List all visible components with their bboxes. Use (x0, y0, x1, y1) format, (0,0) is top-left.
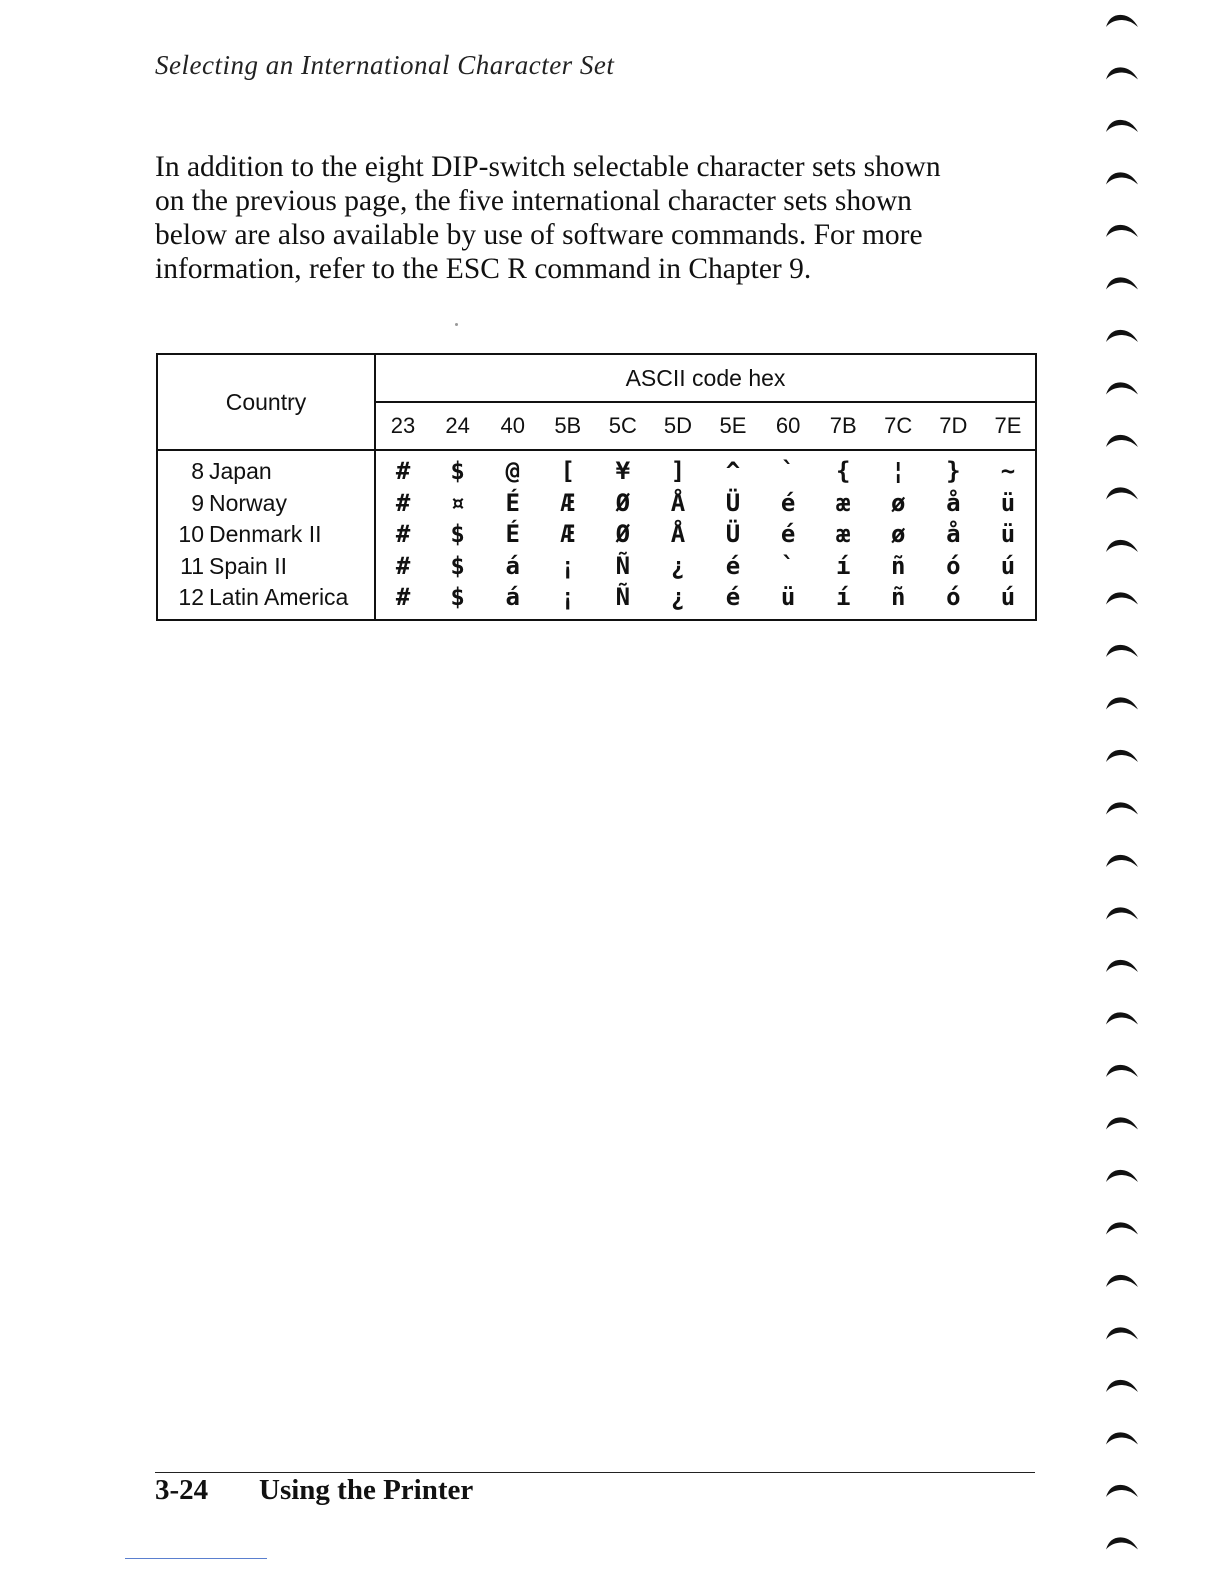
binding-ring (1106, 67, 1138, 79)
character-glyph: ^ (725, 457, 741, 485)
character-glyph: # (395, 520, 411, 548)
intro-line: information, refer to the ESC R command in Chapter 9. (155, 253, 812, 285)
intro-line: below are also available by use of software commands. For more (155, 219, 923, 251)
character-glyph: å (946, 488, 961, 517)
binding-ring (1106, 802, 1138, 814)
character-glyph: Ø (615, 520, 631, 548)
character-glyph: ` (780, 457, 796, 485)
country-number: 9 (191, 489, 204, 516)
hex-code-header: 5B (540, 402, 595, 450)
character-glyph: á (505, 583, 520, 611)
glyph-column (375, 450, 430, 620)
character-glyph: ü (1000, 488, 1016, 517)
intro-line: In addition to the eight DIP-switch selectable character sets shown (155, 151, 941, 183)
character-glyph: # (395, 551, 411, 580)
character-glyph: ó (946, 551, 961, 580)
character-glyph: # (395, 457, 411, 485)
character-glyph: Ü (725, 520, 741, 548)
character-glyph: ú (1000, 583, 1016, 611)
binding-ring (1106, 225, 1138, 237)
character-glyph: $ (450, 520, 465, 548)
character-glyph: ü (1000, 520, 1016, 548)
hex-code-header: 60 (761, 402, 816, 450)
character-set-table (156, 353, 1037, 621)
hex-code-header: 7E (981, 402, 1036, 450)
hex-code-header: 5D (650, 402, 705, 450)
character-glyph: Å (670, 520, 686, 548)
binding-ring (1106, 645, 1138, 657)
glyph-column (981, 450, 1036, 620)
country-name: Spain II (209, 552, 287, 579)
country-row (158, 519, 374, 551)
intro-line: on the previous page, the five international character sets shown (155, 185, 912, 217)
hex-code-header: 5C (595, 402, 650, 450)
character-glyph: Ñ (615, 583, 631, 611)
glyph-column (926, 450, 981, 620)
hex-code-header: 5E (705, 402, 760, 450)
country-name: Japan (209, 458, 272, 484)
country-row (158, 582, 374, 614)
character-glyph: ] (670, 457, 686, 485)
hex-code-header: 40 (485, 402, 540, 450)
character-glyph: Æ (560, 488, 575, 517)
chapter-title: Using the Printer (259, 1474, 474, 1506)
character-glyph: $ (450, 583, 465, 611)
page-footer (155, 1474, 473, 1507)
character-glyph: # (395, 488, 411, 517)
footer-rule (155, 1472, 1035, 1473)
character-glyph: ø (891, 488, 906, 517)
character-glyph: { (835, 457, 851, 485)
character-glyph: ` (780, 551, 796, 580)
binding-ring (1106, 172, 1138, 184)
country-column-header: Country (157, 354, 375, 450)
character-glyph: å (946, 520, 961, 548)
table-body-row (157, 450, 1036, 620)
character-glyph: ¥ (615, 457, 631, 485)
character-glyph: ¡ (560, 583, 575, 611)
binding-ring (1106, 1065, 1138, 1077)
binding-ring (1106, 1327, 1138, 1339)
character-glyph: ñ (891, 551, 906, 580)
binding-ring (1106, 592, 1138, 604)
scan-artifact-line (125, 1558, 267, 1559)
character-glyph: ü (780, 583, 796, 611)
binding-ring (1106, 120, 1138, 132)
binding-ring (1106, 1275, 1138, 1287)
country-row (158, 456, 374, 488)
binding-ring (1106, 487, 1138, 499)
intro-paragraph (155, 150, 1045, 286)
binding-ring (1106, 1012, 1138, 1024)
character-glyph: [ (560, 457, 575, 485)
character-glyph: í (835, 551, 851, 580)
hex-code-header: 23 (375, 402, 430, 450)
glyph-column (871, 450, 926, 620)
binding-ring (1106, 540, 1138, 552)
hex-code-header: 7C (871, 402, 926, 450)
character-glyph: é (780, 520, 796, 548)
binding-ring (1106, 1222, 1138, 1234)
binding-ring (1106, 330, 1138, 342)
character-glyph: @ (505, 457, 520, 485)
country-list (157, 450, 375, 620)
country-number: 11 (180, 552, 204, 579)
character-glyph: ú (1000, 551, 1016, 580)
character-glyph: ó (946, 583, 961, 611)
character-glyph: Ø (615, 488, 631, 517)
binding-ring (1106, 277, 1138, 289)
binding-ring (1106, 382, 1138, 394)
binding-ring (1106, 1432, 1138, 1444)
country-name: Denmark II (209, 521, 322, 547)
country-name: Norway (209, 489, 287, 516)
character-glyph: Ñ (615, 551, 631, 580)
character-glyph: æ (835, 520, 851, 548)
glyph-column (816, 450, 871, 620)
hex-code-header: 24 (430, 402, 485, 450)
spiral-binding (1100, 0, 1144, 1584)
glyph-column (540, 450, 595, 620)
character-glyph: æ (835, 488, 851, 517)
hex-code-header: 7D (926, 402, 981, 450)
character-glyph: ¿ (670, 551, 686, 580)
country-row (158, 488, 374, 520)
character-glyph: ø (891, 520, 906, 548)
country-row (158, 551, 374, 583)
country-number: 8 (191, 458, 204, 484)
binding-ring (1106, 1485, 1138, 1497)
character-glyph: $ (450, 551, 465, 580)
character-glyph: ¿ (670, 583, 686, 611)
binding-ring (1106, 435, 1138, 447)
binding-ring (1106, 907, 1138, 919)
character-glyph: É (505, 488, 520, 517)
character-glyph: $ (450, 457, 465, 485)
page-number: 3-24 (155, 1474, 209, 1506)
character-glyph: é (725, 551, 741, 580)
character-glyph: Æ (560, 520, 575, 548)
character-glyph: # (395, 583, 411, 611)
character-glyph: Ü (725, 488, 741, 517)
scan-speck (455, 323, 458, 326)
binding-ring (1106, 1117, 1138, 1129)
character-glyph: í (835, 583, 851, 611)
glyph-column (705, 450, 760, 620)
character-glyph: é (780, 488, 796, 517)
character-glyph: ¡ (560, 551, 575, 580)
binding-ring (1106, 1537, 1138, 1549)
character-glyph: ñ (891, 583, 906, 611)
binding-ring (1106, 855, 1138, 867)
character-glyph: ~ (1000, 457, 1016, 485)
glyph-column (595, 450, 650, 620)
character-glyph: ¦ (891, 457, 906, 485)
running-head: Selecting an International Character Set (155, 50, 615, 80)
character-glyph: é (725, 583, 741, 611)
binding-ring (1106, 750, 1138, 762)
character-glyph: á (505, 551, 520, 580)
ascii-code-header: ASCII code hex (375, 354, 1036, 402)
binding-rings (1100, 0, 1144, 1584)
glyph-column (430, 450, 485, 620)
character-glyph: Å (670, 488, 686, 517)
binding-ring (1106, 960, 1138, 972)
character-glyph: É (505, 520, 520, 548)
country-name: Latin America (209, 584, 349, 610)
binding-ring (1106, 1170, 1138, 1182)
binding-ring (1106, 697, 1138, 709)
character-glyph: ¤ (450, 488, 465, 517)
hex-code-header: 7B (816, 402, 871, 450)
binding-ring (1106, 1380, 1138, 1392)
glyph-column (485, 450, 540, 620)
glyph-column (650, 450, 705, 620)
country-number: 12 (178, 584, 204, 610)
country-number: 10 (178, 521, 204, 547)
binding-ring (1106, 15, 1138, 27)
character-glyph: } (946, 457, 961, 485)
glyph-column (761, 450, 816, 620)
